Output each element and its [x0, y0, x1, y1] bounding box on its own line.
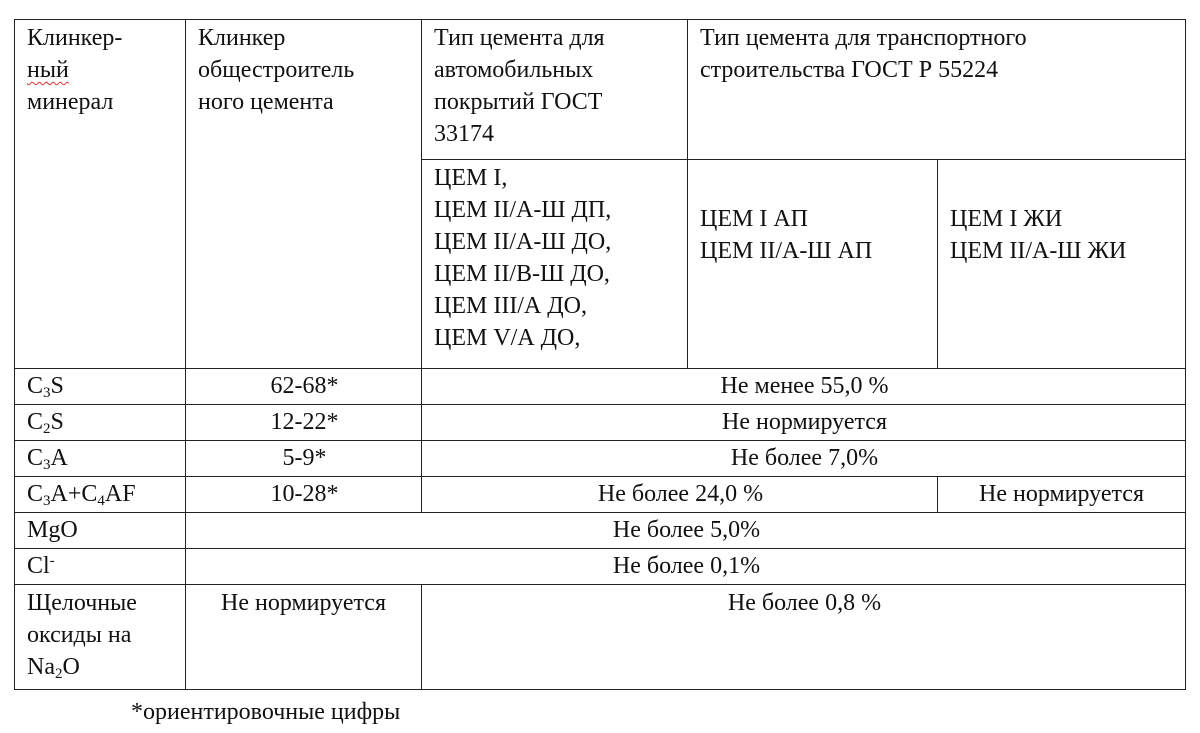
cement-type: ЦЕМ II/А-Ш АП	[700, 238, 873, 264]
clinker-value: 62-68*	[186, 369, 422, 405]
header-text: строительства ГОСТ Р 55224	[700, 57, 999, 83]
mineral-cell: Cl-	[15, 549, 186, 585]
header-road-cement	[422, 20, 688, 160]
table-row-c2s	[15, 405, 1186, 441]
header-text: Тип цемента для	[434, 25, 605, 51]
requirement-value-zhi: Не нормируется	[938, 477, 1186, 513]
requirement-value: Не более 7,0%	[422, 441, 1186, 477]
cement-type: ЦЕМ I АП	[700, 206, 808, 232]
table-row-c3s	[15, 369, 1186, 405]
header-mineral	[15, 20, 186, 369]
cement-type: ЦЕМ I ЖИ	[950, 206, 1063, 232]
mineral-cell: MgO	[15, 513, 186, 549]
requirement-value-road-ap: Не более 24,0 %	[422, 477, 938, 513]
table-row-c3a-c4af	[15, 477, 1186, 513]
header-clinker-general	[186, 20, 422, 369]
header-text: 33174	[434, 121, 494, 147]
mineral-cell: $C_3A+C_4AF$	[15, 477, 186, 513]
header-text: общестроитель	[198, 57, 355, 83]
mineral-cell: $C_2S$	[15, 405, 186, 441]
cement-type: ЦЕМ III/А ДО,	[434, 293, 588, 319]
cement-type: ЦЕМ I,	[434, 165, 508, 191]
header-text: автомобильных	[434, 57, 594, 83]
header-transport-cement	[688, 20, 1186, 160]
subheader-transport-ap	[688, 160, 938, 369]
mineral-cell: Щелочные оксиды на $Na_2O$	[15, 585, 186, 690]
table-row-cl	[15, 549, 1186, 585]
cement-spec-table	[14, 19, 1186, 690]
cement-type: ЦЕМ V/А ДО,	[434, 325, 581, 351]
mineral-cell: $C_3A$	[15, 441, 186, 477]
table-row-mgo	[15, 513, 1186, 549]
header-text: Тип цемента для транспортного	[700, 25, 1027, 51]
requirement-value: Не более 5,0%	[186, 513, 1186, 549]
requirement-value: Не более 0,1%	[186, 549, 1186, 585]
header-text: Клинкер-	[27, 25, 123, 51]
clinker-value: 5-9*	[186, 441, 422, 477]
header-row	[15, 20, 1186, 160]
table-row-alkali-oxides	[15, 585, 1186, 690]
requirement-value: Не более 0,8 %	[422, 585, 1186, 690]
requirement-value: Не менее 55,0 %	[422, 369, 1186, 405]
subheader-transport-zhi	[938, 160, 1186, 369]
cement-type: ЦЕМ II/В-Ш ДО,	[434, 261, 610, 287]
clinker-value: 12-22*	[186, 405, 422, 441]
table-row-c3a	[15, 441, 1186, 477]
spellcheck-flagged-word[interactable]: ный	[27, 57, 69, 83]
cement-type: ЦЕМ II/А-Ш ДО,	[434, 229, 612, 255]
cement-type: ЦЕМ II/А-Ш ДП,	[434, 197, 612, 223]
header-text: ного цемента	[198, 89, 334, 115]
mineral-cell: $C_3S$	[15, 369, 186, 405]
header-text: минерал	[27, 89, 114, 115]
clinker-value: 10-28*	[186, 477, 422, 513]
header-text: покрытий ГОСТ	[434, 89, 603, 115]
cement-type: ЦЕМ II/А-Ш ЖИ	[950, 238, 1127, 264]
footnote: *ориентировочные цифры	[131, 699, 401, 725]
requirement-value: Не нормируется	[422, 405, 1186, 441]
subheader-road-types	[422, 160, 688, 369]
header-text: Клинкер	[198, 25, 286, 51]
clinker-value: Не нормируется	[186, 585, 422, 690]
